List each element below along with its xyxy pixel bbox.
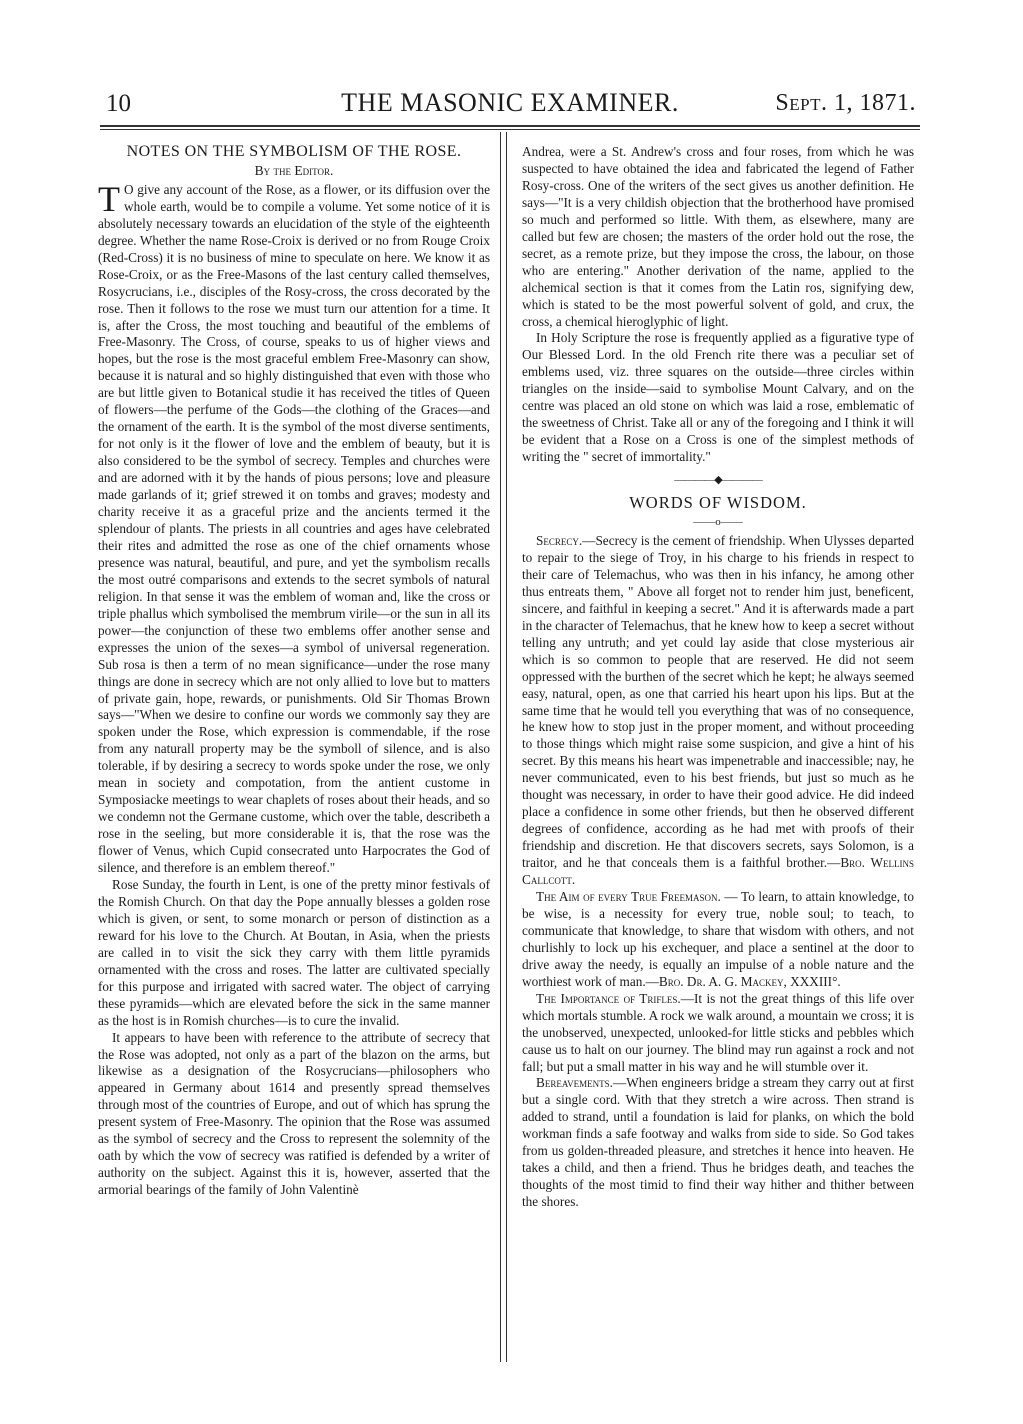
right-column xyxy=(522,144,914,1211)
item-body: — To learn, to attain knowledge, to be wise, is a necessity for every true, noble soul; to teach, to communicate that knowledge, to share that wisdom with others, and not churlishly to lock up his exchequer, and place a sentinel at the door to drive away the needy, is equally an impulse of a noble nature and the worthiest work of man.— xyxy=(522,888,914,989)
item-heading: Bereavements. xyxy=(536,1075,613,1091)
item-heading: Secrecy. xyxy=(536,532,583,548)
item-body: —It is not the great things of this life over which mortals stumble. A rock we walk around, a mountain we cross; it is the unobserved, unexpected, unlooked-for little sticks and pebbles which cause us to halt on our journey. The blind may run against a rock and not fall; but put a small matter in his way and he will stumble over it. xyxy=(522,990,914,1074)
column-divider xyxy=(500,132,507,1362)
item-signature: Bro. Wellins Callcott. xyxy=(522,855,914,888)
header-rule-thin xyxy=(100,129,920,130)
title-ornament: ——o—— xyxy=(693,516,743,529)
item-body: —When engineers bridge a stream they carry out at first but a single cord. With that they stretch a wire across. Then strand is added to strand, until a foundation is laid for planks, on which the bold workman finds a safe footway and walks from side to side. So God takes from us golden-threaded pleasure, and stretches it hence into heaven. He takes a child, and then a friend. Thus he bridges death, and teaches the thoughts of the most timid to find their way hither and thither between the shores. xyxy=(522,1075,914,1210)
wisdom-item xyxy=(522,889,914,991)
wisdom-item xyxy=(522,533,914,889)
article-paragraph xyxy=(98,178,490,877)
item-heading: The Aim of every True Freemason. xyxy=(536,888,721,904)
article-title: NOTES ON THE SYMBOLISM OF THE ROSE. xyxy=(126,143,462,160)
item-body: —Secrecy is the cement of friendship. When Ulysses departed to repair to the siege of Troy, in his charge to his friends in respect to their care of Telemachus, who was then in his infancy, he among other thus entreats them, " Above all forget not to render him just, beneficent, sincere, and faithful in keeping a secret." And it is afterwards made a part in the character of Telemachus, that he knew how to keep a secret without telling any untruth; and yet could lay aside that close mysterious air which is so common to people that are reserved. He did not seem oppressed with the burthen of the secret which he kept; he always seemed easy, natural, open, as one that carried his heart upon his lips. But at the same time that he would tell you everything that was of no consequence, he knew how to stop just in the proper moment, and without proceeding to those things which might raise some suspicion, and give a hint of his secret. By this means his heart was impenetrable and inaccessible; nay, he never communicated, even to his best friends, but just so much as he thought was necessary, in order to have their good advice. He did indeed place a confidence in some other friends, but then he observed different degrees of confidence, according as he had met with proofs of their friendship and discretion. He that discovers secrets, says Solomon, is a traitor, and he that conceals them is a faithful brother.— xyxy=(522,532,914,871)
article-byline: By the Editor. xyxy=(254,162,334,178)
drop-cap: T xyxy=(98,178,120,219)
item-signature: Bro. Dr. A. G. Mackey, XXXIII°. xyxy=(658,973,841,989)
wisdom-item xyxy=(522,1075,914,1211)
issue-date: Sept. 1, 1871. xyxy=(775,90,916,116)
page-header xyxy=(100,86,920,126)
article-paragraph: Andrea, were a St. Andrew's cross and four roses, from which he was suspected to have obtained the idea and fabricated the legend of Father Rosy-cross. One of the writers of the sect gives us another definition. He says—"It is a very childish objection that the brotherhood have promised so much and performed so little. With them, as elsewhere, many are called but few are chosen; the masters of the order hold out the rose, the secret, as a remote prize, but they impose the cross, the labour, on those who are entering." Another derivation of the name, applied to the alchemical section is that it comes from the Latin ros, signifying dew, which is stated to be the most powerful solvent of gold, and crux, the cross, a chemical hieroglyphic of light. xyxy=(522,144,914,329)
article-paragraph: It appears to have been with reference to the attribute of secrecy that the Rose was adopted, not only as a part of the blazon on the arms, but likewise as a designation of the Rosycrucians—philosophers who appeared in Germany about 1614 and presently spread themselves through most of the countries of Europe, and out of which has sprung the present system of Free-Masonry. The opinion that the Rose was assumed as the symbol of secrecy and the Cross to represent the solemnity of the oath by which the vow of secrecy was ratified is defended by a writer of authority on the subject. Against this it is, however, asserted that the armorial bearings of the family of John Valentinè xyxy=(98,1029,490,1198)
newspaper-title: THE MASONIC EXAMINER. xyxy=(341,88,679,117)
left-column xyxy=(98,144,490,1199)
wisdom-item xyxy=(522,991,914,1076)
page-number: 10 xyxy=(106,90,131,117)
header-rule xyxy=(100,125,920,127)
article-paragraph: In Holy Scripture the rose is frequently applied as a figurative type of Our Blessed Lord. In the old French rite there was a peculiar set of emblems used, viz. three squares on the outside—three circles within triangles on the inside—said to symbolise Mount Calvary, and on the centre was placed an old stone on which was laid a rose, emblematic of the sweetness of Christ. Take all or any of the foregoing and I think it will be evident that a Rose on a Cross is one of the simplest methods of writing the " secret of immortality." xyxy=(522,330,914,465)
section-separator: ————◆———— xyxy=(674,474,762,487)
item-heading: The Importance of Trifles. xyxy=(536,990,681,1006)
section-title: WORDS OF WISDOM. xyxy=(629,493,807,513)
paragraph-text: O give any account of the Rose, as a flower, or its diffusion over the whole earth, would be to compile a volume. Yet some notice of it is absolutely necessary towards an elucidation of the style of the eighteenth degree. Whether the name Rose-Croix is derived or no from Rouge Croix (Red-Cross) it is no business of mine to speculate on here. We know it as Rose-Croix, or as the Free-Masons of the last century called themselves, Rosycrucians, i.e., disciples of the Rosy-cross, the cross decorated by the rose. Then it follows to the rose we must turn our attention for a time. It is, after the Cross, the most touching and beautiful of the emblems of Free-Masonry. The Cross, of course, speaks to us of higher views and hopes, but the rose is the most graceful emblem Free-Masonry can show, because it is natural and so highly distinguished that even with those who are but little given to Botanical studie it has received the titles of Queen of flowers—the perfume of the Gods—the clothing of the Graces—and the ornament of the earth. It is the symbol of the most diverse sentiments, for not only is it the flower of love and the emblem of beauty, but it is also considered to be the symbol of secrecy. Temples and churches were and are adorned with it by the hands of pious persons; love and pleasure made garlands of it; grief strewed it on tombs and graves; modesty and charity receive it as a graceful prize and the ancients termed it the splendour of plants. The priests in all countries and ages have celebrated their rites and admitted the rose as one of the chief ornaments whose presence was natural, beautiful, and pure, and yet the symbolism recalls the most outré comparisons and extends to the secret symbols of natural religion. In that sense it was the emblem of woman and, like the cross or triple phallus which symbolised the membrum virile—or the sun in all its power—the conjunction of these two emblems offer another sense and expresses the union of the sexes—a symbol of universal regeneration. Sub rosa is then a term of no mean significance—under the rose many things are done in secrecy which are not only allied to love but to matters of private gain, hope, rewards, or punishments. Old Sir Thomas Brown says—"When we desire to confine our words we commonly say they are spoken under the Rose, which expression is commendable, if the rose from any naturall property may be the symboll of silence, and is also tolerable, if by desiring a secrecy to words spoke under the rose, we only mean in society and compotation, from the antient custome in Symposiacke meetings to wear chaplets of roses about their heads, and so we condemn not the Germane custome, which over the table, describeth a rose in the seeling, but more considerable it is, that the rose was the flower of Venus, which Cupid consecrated unto Harpocrates the God of silence, and therefore is an emblem thereof." xyxy=(98,181,490,876)
article-paragraph: Rose Sunday, the fourth in Lent, is one of the pretty minor festivals of the Romish Church. On that day the Pope annually blesses a golden rose which is given, or sent, to some monarch or person of distinction as a reward for his love to the Church. At Boutan, in Asia, when the priests are called in to visit the sick they carry with them little pyramids ornamented with the cross and roses. The latter are cultivated specially for this purpose and irrigated with sacred water. The object of carrying these pyramids—which are elevated before the sick in the same manner as the host is in Romish churches—is to cure the invalid. xyxy=(98,876,490,1028)
